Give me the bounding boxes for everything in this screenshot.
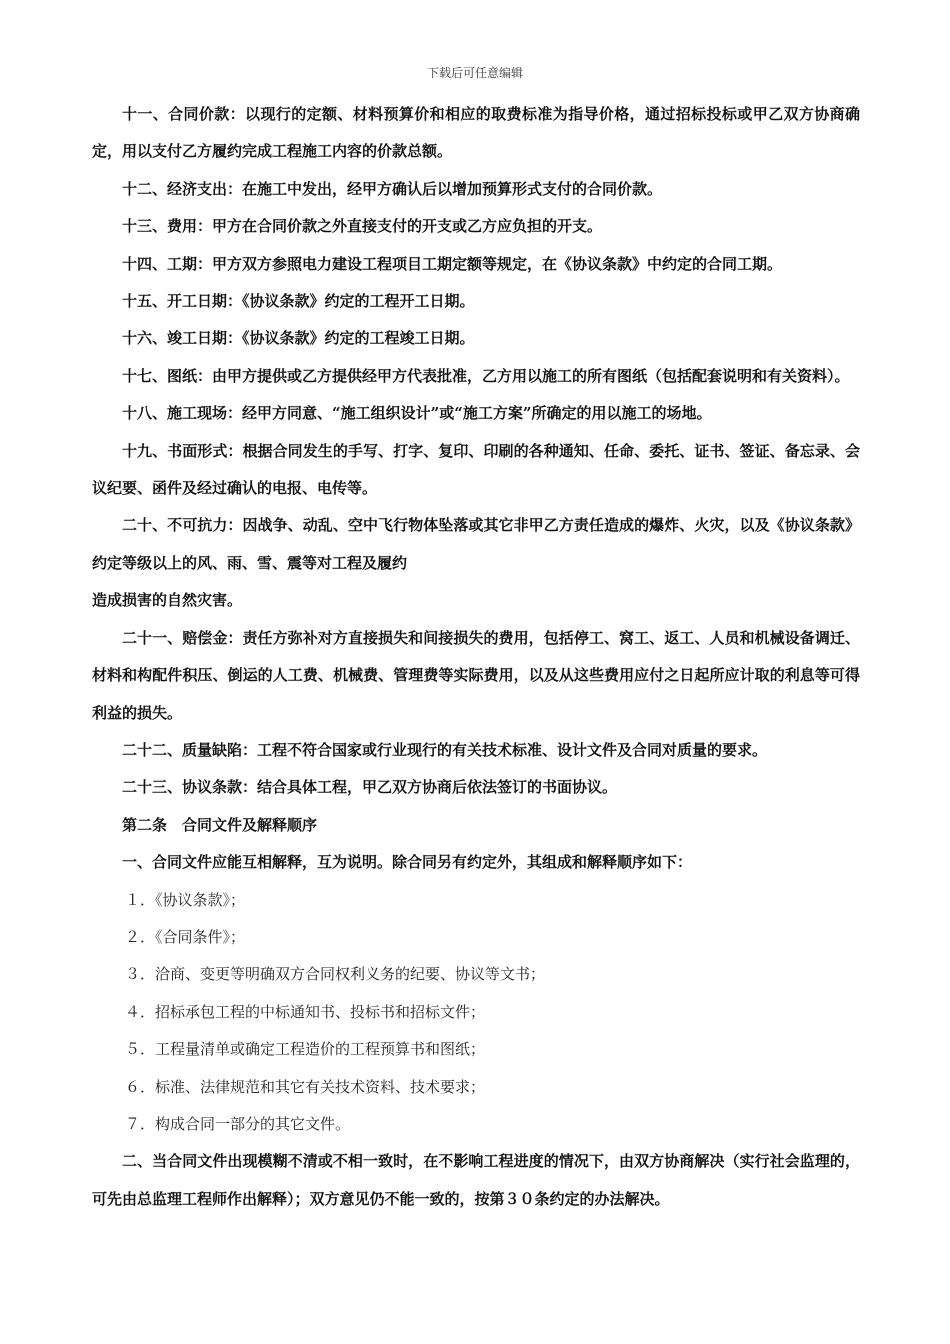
- paragraph-21: 二十一、赔偿金：责任方弥补对方直接损失和间接损失的费用，包括停工、窝工、返工、人员和机械设备调迁、材料和构配件积压、倒运的人工费、机械费、管理费等实际费用，以及从这些费用应付之日起所应计取的利息等可得利益的损失。: [92, 628, 860, 722]
- paragraph-11: 十一、合同价款：以现行的定额、材料预算价和相应的取费标准为指导价格，通过招标投标或甲乙双方协商确定，用以支付乙方履约完成工程施工内容的价款总额。: [92, 105, 860, 161]
- paragraph-16: 十六、竣工日期：《协议条款》约定的工程竣工日期。: [122, 329, 475, 348]
- list-item: ２．《合同条件》；: [125, 927, 246, 946]
- paragraph-19: 十九、书面形式：根据合同发生的手写、打字、复印、印刷的各种通知、任命、委托、证书、签证、备忘录、会议纪要、函件及经过确认的电报、电传等。: [92, 441, 860, 498]
- section-heading-article-2: 第二条 合同文件及解释顺序: [122, 815, 318, 834]
- list-item: ５．工程量清单或确定工程造价的工程预算书和图纸；: [125, 1040, 486, 1059]
- paragraph-14: 十四、工期：甲方双方参照电力建设工程项目工期定额等规定，在《协议条款》中约定的合同工期。: [122, 254, 783, 273]
- list-item: ７．构成合同一部分的其它文件。: [125, 1114, 351, 1133]
- list-item: ３．洽商、变更等明确双方合同权利义务的纪要、协议等文书；: [125, 965, 546, 984]
- paragraph-15: 十五、开工日期：《协议条款》约定的工程开工日期。: [122, 292, 475, 311]
- list-item: １．《协议条款》；: [125, 890, 246, 909]
- list-item: ６．标准、法律规范和其它有关技术资料、技术要求；: [125, 1077, 486, 1096]
- paragraph-13: 十三、费用：甲方在合同价款之外直接支付的开支或乙方应负担的开支。: [122, 217, 603, 236]
- paragraph-20: 二十、不可抗力：因战争、动乱、空中飞行物体坠落或其它非甲乙方责任造成的爆炸、火灾，以及《协议条款》约定等级以上的风、雨、雪、震等对工程及履约: [92, 516, 860, 572]
- paragraph-22: 二十二、质量缺陷：工程不符合国家或行业现行的有关技术标准、设计文件及合同对质量的要求。: [122, 740, 768, 759]
- paragraph-article-2-1: 一、合同文件应能互相解释，互为说明。除合同另有约定外，其组成和解释顺序如下：: [122, 853, 693, 872]
- paragraph-17: 十七、图纸：由甲方提供或乙方提供经甲方代表批准，乙方用以施工的所有图纸（包括配套说明和有关资料）。: [122, 366, 850, 385]
- document-body: [92, 96, 860, 1218]
- paragraph-article-2-2: 二、当合同文件出现模糊不清或不相一致时，在不影响工程进度的情况下，由双方协商解决（实行社会监理的，可先由总监理工程师作出解释）；双方意见仍不能一致的，按第３０条约定的办法解决。: [92, 1152, 860, 1208]
- list-item: ４．招标承包工程的中标通知书、投标书和招标文件；: [125, 1002, 486, 1021]
- paragraph-18: 十八、施工现场：经甲方同意、“施工组织设计”或“施工方案”所确定的用以施工的场地。: [122, 404, 712, 423]
- paragraph-20-continued: 造成损害的自然灾害。: [92, 591, 243, 610]
- page-header: 下载后可任意编辑: [426, 66, 523, 80]
- paragraph-12: 十二、经济支出：在施工中发出，经甲方确认后以增加预算形式支付的合同价款。: [122, 179, 663, 198]
- paragraph-23: 二十三、协议条款：结合具体工程，甲乙双方协商后依法签订的书面协议。: [122, 778, 618, 797]
